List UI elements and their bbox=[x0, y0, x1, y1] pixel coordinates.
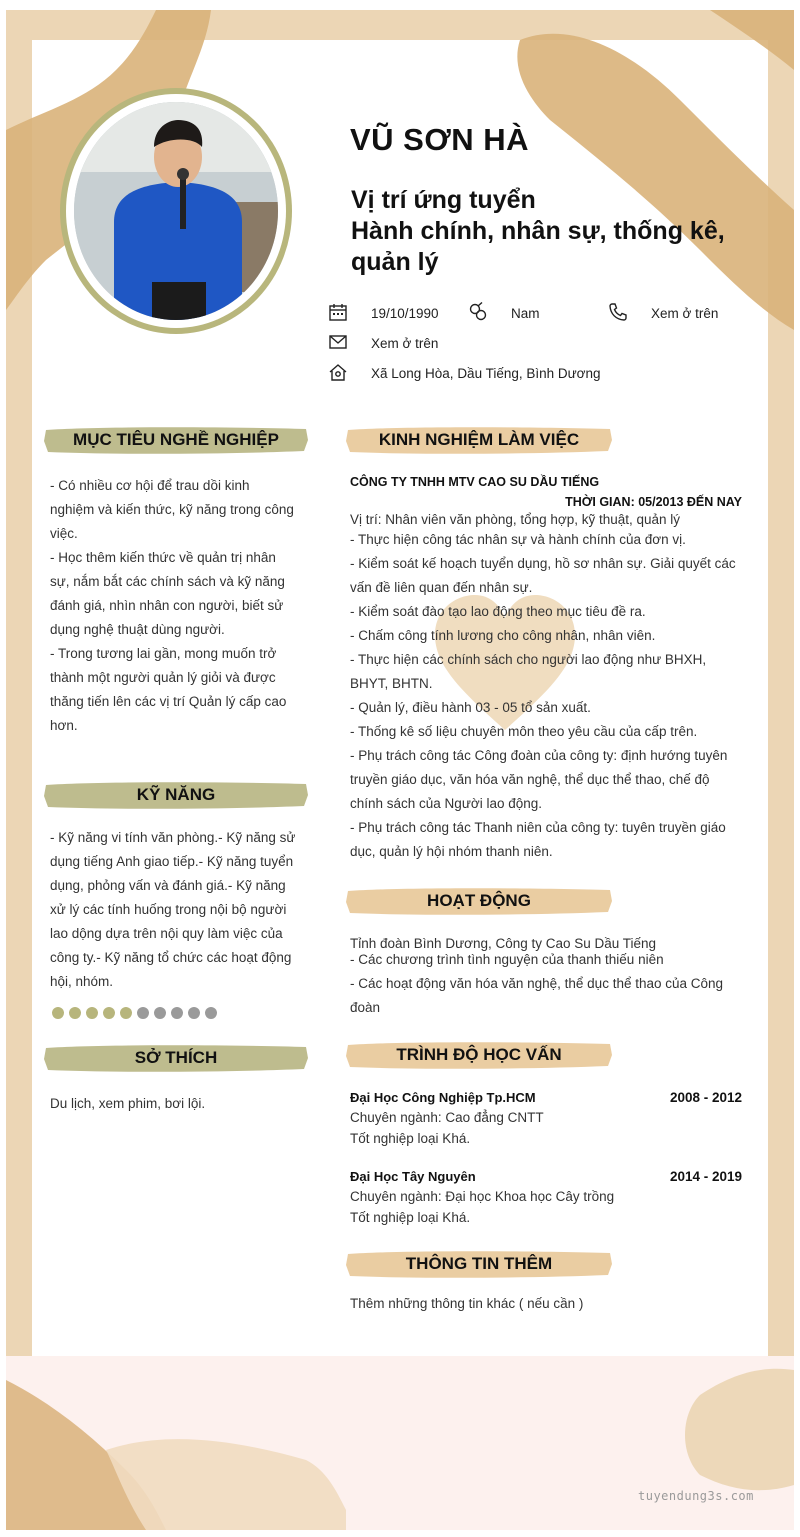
duty-line: - Thực hiện các chính sách cho người lao động như BHXH, bbox=[350, 652, 707, 667]
experience-role: Vị trí: Nhân viên văn phòng, tổng hợp, kỹ thuật, quản lý bbox=[350, 512, 681, 527]
school-grade: Tốt nghiệp loại Khá. bbox=[350, 1131, 471, 1146]
experience-duties bbox=[350, 528, 760, 864]
brush-decor-top-right bbox=[510, 10, 794, 330]
rating-dot-filled bbox=[86, 1007, 98, 1019]
experience-title: KINH NGHIỆM LÀM VIỆC bbox=[378, 430, 580, 449]
position-title: Hành chính, nhân sự, thống kê, quản lý bbox=[351, 217, 725, 276]
school-major: Chuyên ngành: Cao đẳng CNTT bbox=[350, 1110, 544, 1125]
address-text: Xã Long Hòa, Dầu Tiếng, Bình Dương bbox=[371, 366, 601, 381]
skills-line: dụng, phỏng vấn và đánh giá.- Kỹ năng bbox=[50, 878, 286, 893]
duty-line: - Quản lý, điều hành 03 - 05 tổ sản xuất. bbox=[350, 700, 591, 715]
activity-line: - Các chương trình tình nguyện của thanh thiếu niên bbox=[350, 952, 664, 967]
objective-line: dụng nghệ thuật dùng người. bbox=[50, 622, 225, 637]
rating-dot-empty bbox=[154, 1007, 166, 1019]
rating-dot-empty bbox=[171, 1007, 183, 1019]
site-watermark: tuyendung3s.com bbox=[638, 1489, 754, 1503]
phone-text: Xem ở trên bbox=[651, 306, 719, 321]
school-major: Chuyên ngành: Đại học Khoa học Cây trồng bbox=[350, 1189, 615, 1204]
activities-title: HOẠT ĐỘNG bbox=[427, 891, 531, 910]
skills-line: xử lý các tính huống trong nội bộ người bbox=[50, 902, 287, 917]
hobbies-title: SỞ THÍCH bbox=[134, 1048, 218, 1067]
gender-icon bbox=[468, 302, 488, 322]
objective-line: nghiệm và kiến thức, kỹ năng trong công bbox=[50, 502, 294, 517]
rating-dot-filled bbox=[103, 1007, 115, 1019]
skills-line: công ty.- Kỹ năng tổ chức các hoạt động bbox=[50, 950, 292, 965]
skills-line: dụng tiếng Anh giao tiếp.- Kỹ năng tuyển bbox=[50, 854, 294, 869]
duty-line: vấn đề liên quan đến nhân sự. bbox=[350, 580, 533, 595]
company-name: CÔNG TY TNHH MTV CAO SU DẦU TIẾNG bbox=[350, 475, 600, 489]
objective-title: MỤC TIÊU NGHỀ NGHIỆP bbox=[73, 430, 279, 449]
brush-decor-bottom-left bbox=[6, 1360, 346, 1530]
skills-line: hội, nhóm. bbox=[50, 974, 114, 989]
skills-title: KỸ NĂNG bbox=[136, 785, 216, 804]
rating-dot-empty bbox=[205, 1007, 217, 1019]
objective-line: đánh giá, nhìn nhân con người, biết sử bbox=[50, 598, 284, 613]
school-years: 2008 - 2012 bbox=[669, 1090, 742, 1105]
email-text: Xem ở trên bbox=[371, 336, 439, 351]
objective-text bbox=[50, 474, 310, 738]
education-title: TRÌNH ĐỘ HỌC VẤN bbox=[396, 1045, 562, 1064]
skill-rating bbox=[52, 1007, 217, 1019]
objective-line: - Trong tương lai gần, mong muốn trở bbox=[50, 646, 277, 661]
home-location-icon bbox=[328, 362, 348, 382]
avatar-border bbox=[66, 94, 286, 328]
duty-line: truyền giáo dục, văn hóa văn nghệ, thể dục thể thao, chế độ bbox=[350, 772, 710, 787]
objective-line: sự, nắm bắt các chính sách và kỹ năng bbox=[50, 574, 285, 589]
skills-heading bbox=[42, 779, 310, 811]
objective-heading bbox=[42, 424, 310, 456]
activities-list bbox=[350, 948, 750, 1020]
gender-text: Nam bbox=[511, 306, 540, 321]
candidate-name: VŨ SƠN HÀ bbox=[350, 122, 530, 157]
avatar bbox=[74, 102, 278, 320]
phone-icon bbox=[608, 302, 628, 322]
activities-org: Tỉnh đoàn Bình Dương, Công ty Cao Su Dầu Tiếng bbox=[350, 936, 657, 951]
objective-line: hơn. bbox=[50, 718, 78, 733]
rating-dot-empty bbox=[137, 1007, 149, 1019]
rating-dot-filled bbox=[120, 1007, 132, 1019]
skills-line: lao dộng dựa trên nội quy làm việc của bbox=[50, 926, 283, 941]
education-item bbox=[350, 1088, 742, 1148]
rating-dot-filled bbox=[69, 1007, 81, 1019]
rating-dot-filled bbox=[52, 1007, 64, 1019]
activity-line: đoàn bbox=[350, 1000, 381, 1015]
duty-line: - Thực hiện công tác nhân sự và hành chính của đơn vị. bbox=[350, 532, 686, 547]
duty-line: - Phụ trách công tác Thanh niên của công ty: tuyên truyền giáo bbox=[350, 820, 726, 835]
skills-line: - Kỹ năng vi tính văn phòng.- Kỹ năng sử bbox=[50, 830, 296, 845]
objective-line: thăng tiến lên các vị trí Quản lý cấp cao bbox=[50, 694, 287, 709]
objective-line: thành một người quản lý giỏi và được bbox=[50, 670, 276, 685]
hobbies-text: Du lịch, xem phim, bơi lội. bbox=[50, 1096, 206, 1111]
duty-line: - Thống kê số liệu chuyên môn theo yêu cầu của cấp trên. bbox=[350, 724, 698, 739]
extra-heading bbox=[344, 1248, 614, 1280]
calendar-icon bbox=[328, 302, 348, 322]
education-heading bbox=[344, 1039, 614, 1071]
birthday-text: 19/10/1990 bbox=[371, 306, 439, 321]
duty-line: - Kiểm soát kế hoạch tuyển dụng, hồ sơ nhân sự. Giải quyết các bbox=[350, 556, 736, 571]
objective-line: - Học thêm kiến thức về quản trị nhân bbox=[50, 550, 276, 565]
objective-line: việc. bbox=[50, 526, 78, 541]
experience-heading bbox=[344, 424, 614, 456]
education-item bbox=[350, 1167, 742, 1227]
school-years: 2014 - 2019 bbox=[669, 1169, 742, 1184]
duty-line: - Phụ trách công tác Công đoàn của công ty: định hướng tuyên bbox=[350, 748, 728, 763]
skills-text bbox=[50, 826, 312, 994]
school-name: Đại Học Tây Nguyên bbox=[350, 1169, 476, 1184]
objective-line: - Có nhiều cơ hội để trau dồi kinh bbox=[50, 478, 250, 493]
activities-heading bbox=[344, 885, 614, 917]
school-grade: Tốt nghiệp loại Khá. bbox=[350, 1210, 471, 1225]
duty-line: chính sách của Người lao động. bbox=[350, 796, 543, 811]
avatar-frame bbox=[60, 88, 292, 334]
extra-text: Thêm những thông tin khác ( nếu cần ) bbox=[350, 1296, 584, 1311]
hobbies-heading bbox=[42, 1042, 310, 1074]
duty-line: BHYT, BHTN. bbox=[350, 676, 433, 691]
duty-line: - Kiểm soát đào tạo lao động theo mục tiêu đề ra. bbox=[350, 604, 646, 619]
email-icon bbox=[328, 332, 348, 352]
duty-line: - Chấm công tính lương cho công nhân, nhân viên. bbox=[350, 628, 656, 643]
extra-title: THÔNG TIN THÊM bbox=[405, 1254, 553, 1273]
brush-decor-bottom-right bbox=[640, 1365, 794, 1530]
position-label: Vị trí ứng tuyển bbox=[351, 186, 536, 214]
duty-line: dục, quản lý hội nhóm thanh niên. bbox=[350, 844, 553, 859]
school-name: Đại Học Công Nghiệp Tp.HCM bbox=[350, 1090, 536, 1105]
experience-period: THỜI GIAN: 05/2013 ĐẾN NAY bbox=[565, 495, 742, 509]
rating-dot-empty bbox=[188, 1007, 200, 1019]
person-photo-illustration bbox=[74, 102, 278, 320]
activity-line: - Các hoạt động văn hóa văn nghệ, thể dục thể thao của Công bbox=[350, 976, 724, 991]
